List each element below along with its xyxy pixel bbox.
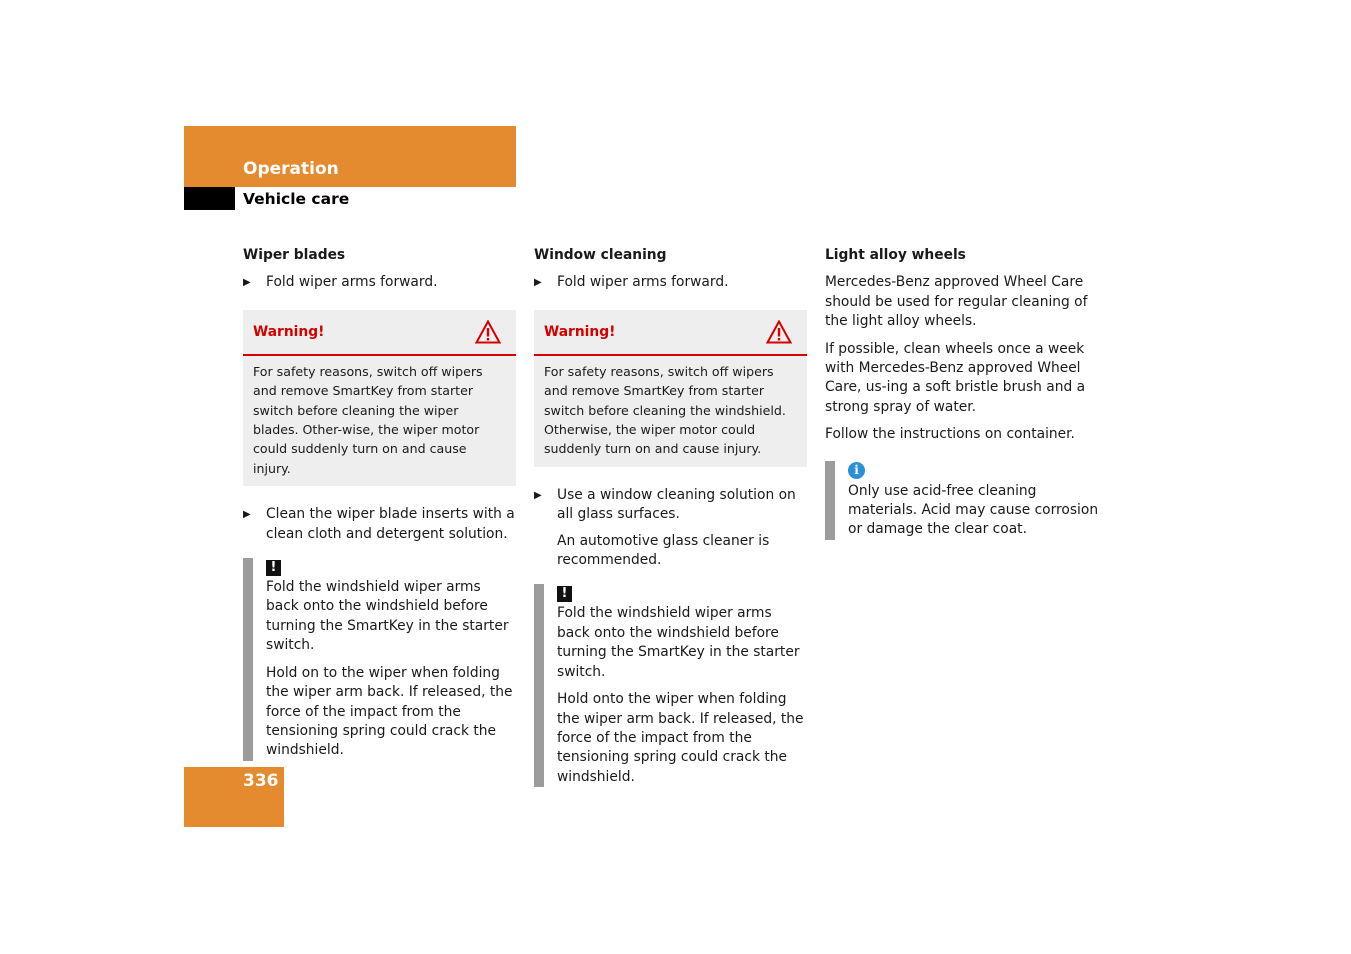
arrow-right-icon: ▶ bbox=[243, 509, 251, 521]
warning-triangle-icon bbox=[766, 320, 792, 344]
page-number: 336 bbox=[243, 771, 279, 791]
instruction-step bbox=[243, 273, 516, 292]
warning-box bbox=[534, 310, 807, 467]
step-note: An automotive glass cleaner is recommended. bbox=[557, 532, 770, 569]
exclamation-icon: ! bbox=[557, 586, 572, 602]
warning-box bbox=[243, 310, 516, 486]
alloy-wheels-column bbox=[825, 246, 1100, 540]
info-icon: i bbox=[848, 462, 865, 479]
step-text: Clean the wiper blade inserts with a clean cloth and detergent solution. bbox=[266, 506, 515, 542]
notice-text: Hold onto the wiper when folding the wiper arm back. If released, the force of the impact from the tensioning spring could crack the windshield. bbox=[557, 691, 804, 785]
info-text: Only use acid-free cleaning materials. Acid may cause corrosion or damage the clear coat. bbox=[848, 482, 1099, 538]
warning-label: Warning! bbox=[544, 323, 616, 340]
info-bar bbox=[825, 461, 835, 540]
body-paragraph: Follow the instructions on container. bbox=[825, 426, 1075, 443]
column-heading: Light alloy wheels bbox=[825, 247, 966, 263]
instruction-step bbox=[243, 505, 516, 544]
arrow-right-icon: ▶ bbox=[243, 277, 251, 289]
step-text: Fold wiper arms forward. bbox=[266, 274, 438, 291]
arrow-right-icon: ▶ bbox=[534, 489, 542, 501]
warning-header bbox=[243, 310, 516, 356]
body-paragraph: If possible, clean wheels once a week with Mercedes-Benz approved Wheel Care, us-ing a soft bristle brush and a strong spray of water. bbox=[825, 340, 1086, 415]
warning-label: Warning! bbox=[253, 323, 325, 340]
warning-header bbox=[534, 310, 807, 356]
notice-text: Hold on to the wiper when folding the wiper arm back. If released, the force of the impact from the tensioning spring could crack the windshield. bbox=[266, 664, 513, 759]
window-cleaning-column bbox=[534, 246, 807, 787]
body-paragraph: Mercedes-Benz approved Wheel Care should be used for regular cleaning of the light alloy wheels. bbox=[825, 274, 1088, 330]
step-text: Use a window cleaning solution on all glass surfaces. bbox=[557, 486, 796, 523]
notice-bar bbox=[534, 584, 544, 787]
notice-text: Fold the windshield wiper arms back onto the windshield before turning the SmartKey in the starter switch. bbox=[266, 579, 509, 654]
info-box bbox=[825, 461, 1100, 540]
notice-box bbox=[534, 584, 807, 787]
arrow-right-icon: ▶ bbox=[534, 277, 542, 289]
exclamation-icon: ! bbox=[266, 560, 281, 576]
subsection-title: Vehicle care bbox=[243, 190, 350, 208]
warning-text: For safety reasons, switch off wipers and remove SmartKey from starter switch before cleaning the windshield. Otherwise, the wiper motor could suddenly turn on and cause injury. bbox=[544, 363, 786, 457]
warning-text: For safety reasons, switch off wipers and remove SmartKey from starter switch before cleaning the wiper blades. Other-wise, the wiper motor could suddenly turn on and cause injury. bbox=[253, 363, 483, 476]
header-marker bbox=[184, 187, 235, 210]
column-heading: Wiper blades bbox=[243, 247, 346, 263]
section-title: Operation bbox=[243, 159, 339, 179]
notice-bar bbox=[243, 558, 253, 761]
step-text: Fold wiper arms forward. bbox=[557, 274, 729, 291]
warning-triangle-icon bbox=[475, 320, 501, 344]
instruction-step bbox=[534, 486, 807, 525]
wiper-blades-column bbox=[243, 246, 516, 761]
header-banner bbox=[184, 126, 516, 187]
instruction-step bbox=[534, 273, 807, 292]
notice-text: Fold the windshield wiper arms back onto the windshield before turning the SmartKey in the starter switch. bbox=[557, 605, 800, 680]
notice-box bbox=[243, 558, 516, 761]
column-heading: Window cleaning bbox=[534, 247, 667, 263]
